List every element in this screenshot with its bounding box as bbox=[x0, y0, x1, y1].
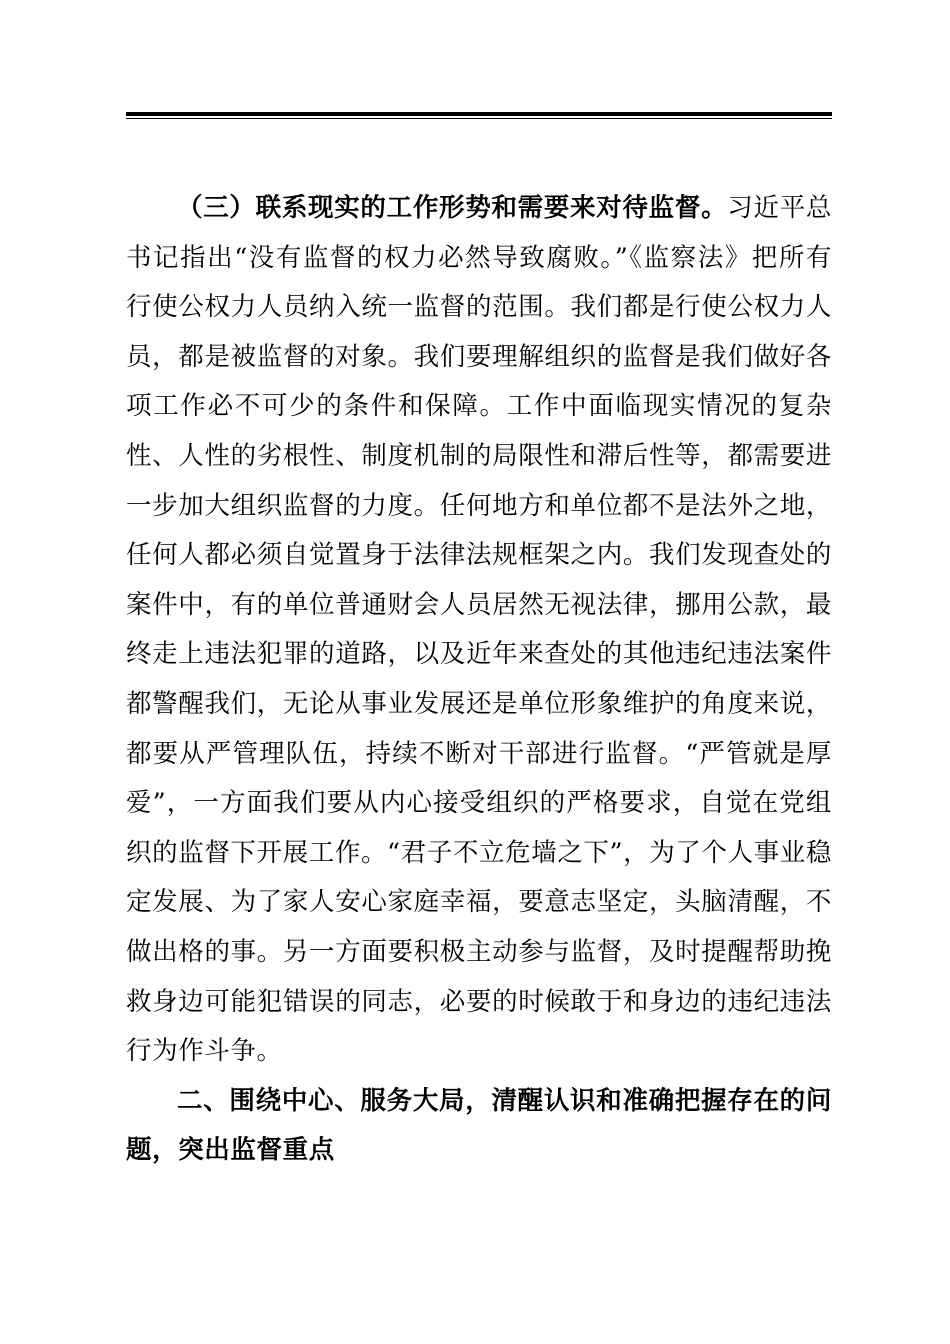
paragraph-section-3 bbox=[126, 184, 832, 1077]
section-2-heading: 二、围绕中心、服务大局，清醒认识和准确把握存在的问题，突出监督重点 bbox=[126, 1085, 832, 1166]
header-rule-thin-line bbox=[126, 118, 832, 119]
paragraph-section-3-lead: （三）联系现实的工作形势和需要来对待监督。 bbox=[177, 193, 728, 223]
document-body bbox=[126, 184, 832, 1176]
header-double-rule bbox=[126, 112, 832, 119]
paragraph-section-3-body: 习近平总书记指出“没有监督的权力必然导致腐败。”《监察法》把所有行使公权力人员纳入统一监督的范围。我们都是行使公权力人员，都是被监督的对象。我们要理解组织的监督是我们做好各项工作必不可少的条件和保障。工作中面临现实情况的复杂性、人性的劣根性、制度机制的局限性和滞后性等，都需要进一步加大组织监督的力度。任何地方和单位都不是法外之地，任何人都必须自觉置身于法律法规框架之内。我们发现查处的案件中，有的单位普通财会人员居然无视法律，挪用公款，最终走上违法犯罪的道路，以及近年来查处的其他违纪违法案件都警醒我们，无论从事业发展还是单位形象维护的角度来说，都要从严管理队伍，持续不断对干部进行监督。“严管就是厚爱”，一方面我们要从内心接受组织的严格要求，自觉在党组织的监督下开展工作。“君子不立危墙之下”，为了个人事业稳定发展、为了家人安心家庭幸福，要意志坚定，头脑清醒，不做出格的事。另一方面要积极主动参与监督，及时提醒帮助挽救身边可能犯错误的同志，必要的时候敢于和身边的违纪违法行为作斗争。 bbox=[126, 193, 832, 1067]
